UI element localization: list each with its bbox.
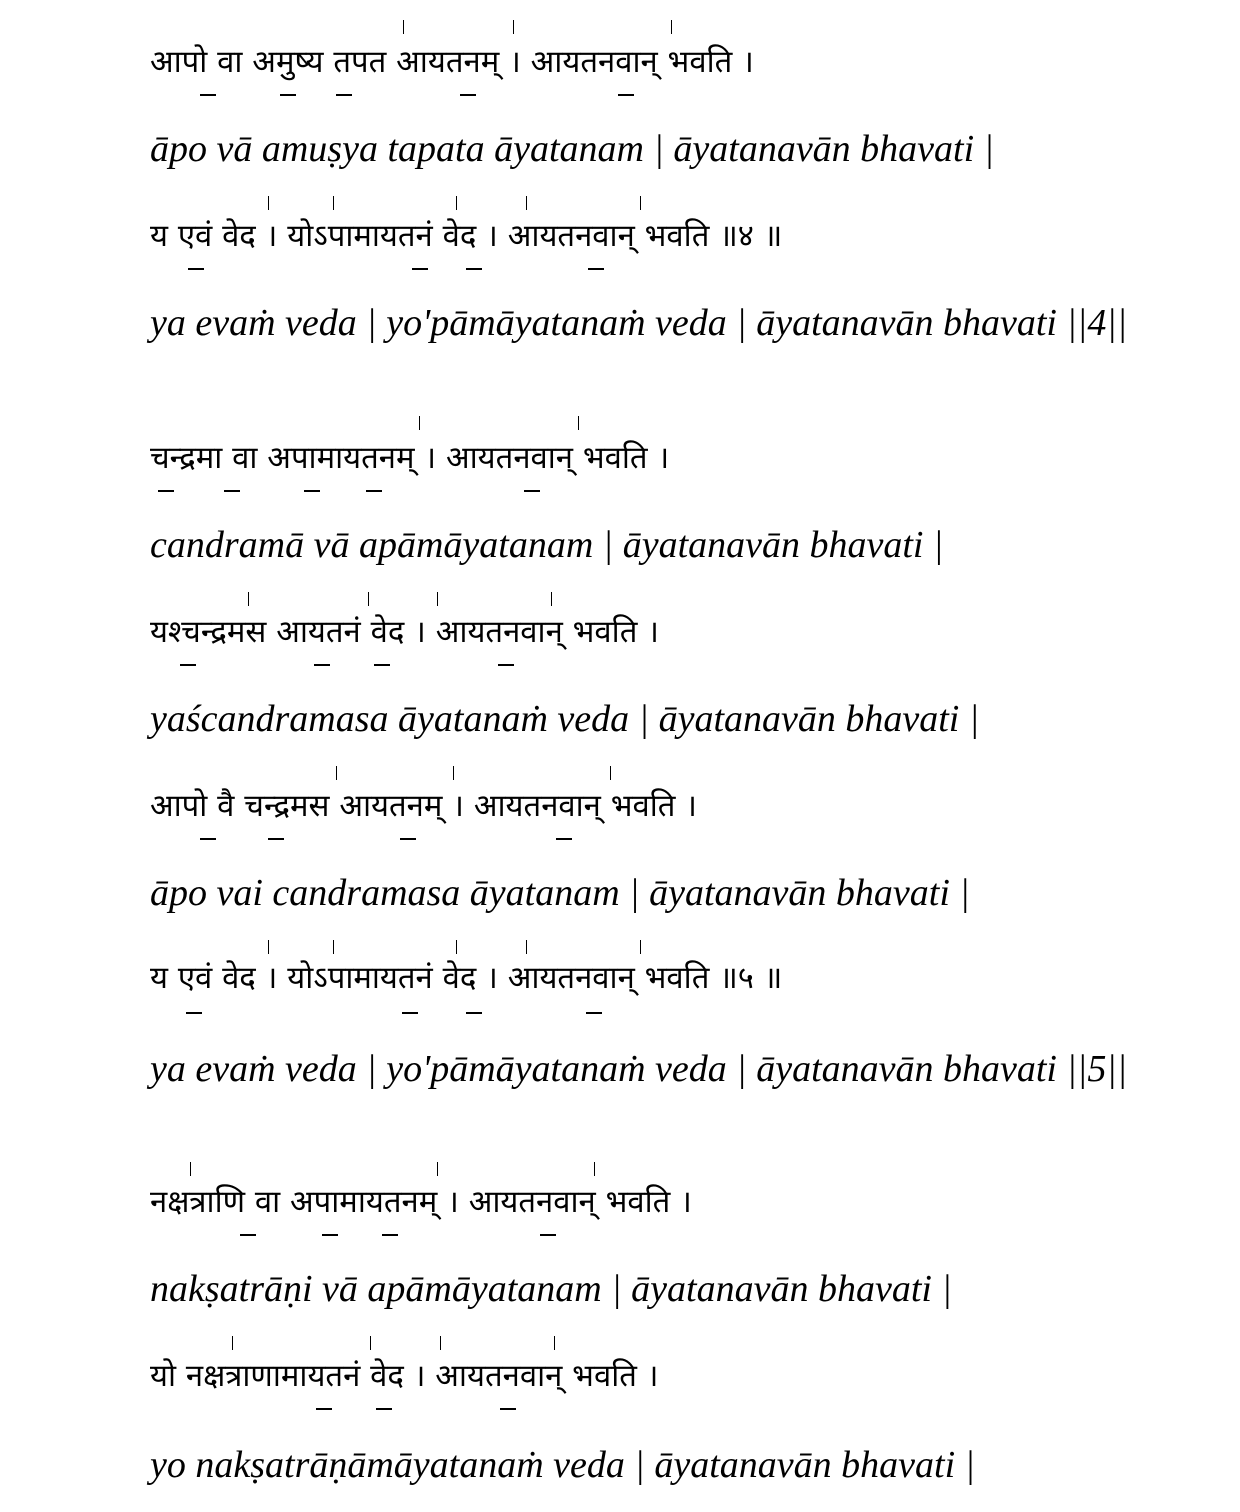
udatta-mark — [419, 416, 420, 430]
transliteration-line: nakṣatrāṇi vā apāmāyatanam | āyatanavān bhavati | — [150, 1268, 952, 1310]
anudatta-mark — [374, 664, 390, 666]
transliteration-line: āpo vai candramasa āyatanam | āyatanavān bhavati | — [150, 872, 970, 914]
udatta-mark — [554, 1336, 555, 1350]
anudatta-mark — [588, 268, 604, 270]
transliteration-line: candramā vā apāmāyatanam | āyatanavān bhavati | — [150, 524, 944, 566]
transliteration-line: ya evaṁ veda | yo'pāmāyatanaṁ veda | āyatanavān bhavati ||5|| — [150, 1048, 1128, 1090]
udatta-mark — [453, 766, 454, 780]
anudatta-mark — [498, 664, 514, 666]
anudatta-mark — [618, 94, 634, 96]
anudatta-mark — [376, 1408, 392, 1410]
anudatta-mark — [158, 490, 174, 492]
udatta-mark — [440, 1336, 441, 1350]
anudatta-mark — [180, 664, 196, 666]
anudatta-mark — [240, 1234, 256, 1236]
udatta-mark — [640, 196, 641, 210]
anudatta-mark — [412, 268, 428, 270]
udatta-mark — [403, 20, 404, 34]
devanagari-line: य एवं वेद । योऽपामायतनं वेद । आयतनवान् भवति ॥५ ॥ — [150, 960, 783, 996]
udatta-mark — [551, 592, 552, 606]
udatta-mark — [513, 20, 514, 34]
devanagari-line: यो नक्षत्राणामायतनं वेद । आयतनवान् भवति । — [150, 1358, 659, 1394]
anudatta-mark — [186, 1012, 202, 1014]
udatta-mark — [578, 416, 579, 430]
udatta-mark — [248, 592, 249, 606]
udatta-mark — [190, 1162, 191, 1176]
anudatta-mark — [556, 838, 572, 840]
devanagari-line: यश्चन्द्रमस आयतनं वेद । आयतनवान् भवति । — [150, 614, 659, 650]
anudatta-mark — [460, 94, 476, 96]
devanagari-line: नक्षत्राणि वा अपामायतनम् । आयतनवान् भवति । — [150, 1184, 692, 1220]
anudatta-mark — [366, 490, 382, 492]
anudatta-mark — [466, 268, 482, 270]
anudatta-mark — [466, 1012, 482, 1014]
udatta-mark — [526, 196, 527, 210]
anudatta-mark — [314, 664, 330, 666]
anudatta-mark — [200, 838, 216, 840]
anudatta-mark — [336, 94, 352, 96]
devanagari-line: आपो वै चन्द्रमस आयतनम् । आयतनवान् भवति । — [150, 788, 698, 824]
udatta-mark — [268, 940, 269, 954]
udatta-mark — [671, 20, 672, 34]
udatta-mark — [526, 940, 527, 954]
anudatta-mark — [304, 490, 320, 492]
anudatta-mark — [400, 838, 416, 840]
devanagari-line: आपो वा अमुष्य तपत आयतनम् । आयतनवान् भवति । — [150, 44, 754, 80]
devanagari-line: य एवं वेद । योऽपामायतनं वेद । आयतनवान् भवति ॥४ ॥ — [150, 218, 783, 254]
udatta-mark — [640, 940, 641, 954]
udatta-mark — [594, 1162, 595, 1176]
udatta-mark — [268, 196, 269, 210]
anudatta-mark — [188, 268, 204, 270]
anudatta-mark — [268, 838, 284, 840]
transliteration-line: ya evaṁ veda | yo'pāmāyatanaṁ veda | āyatanavān bhavati ||4|| — [150, 302, 1128, 344]
anudatta-mark — [200, 94, 216, 96]
udatta-mark — [333, 940, 334, 954]
udatta-mark — [370, 1336, 371, 1350]
udatta-mark — [610, 766, 611, 780]
anudatta-mark — [540, 1234, 556, 1236]
udatta-mark — [368, 592, 369, 606]
udatta-mark — [456, 940, 457, 954]
transliteration-line: yo nakṣatrāṇāmāyatanaṁ veda | āyatanavān bhavati | — [150, 1444, 976, 1486]
udatta-mark — [333, 196, 334, 210]
anudatta-mark — [500, 1408, 516, 1410]
transliteration-line: āpo vā amuṣya tapata āyatanam | āyatanavān bhavati | — [150, 128, 995, 170]
anudatta-mark — [586, 1012, 602, 1014]
udatta-mark — [437, 1162, 438, 1176]
udatta-mark — [336, 766, 337, 780]
anudatta-mark — [524, 490, 540, 492]
udatta-mark — [456, 196, 457, 210]
udatta-mark — [437, 592, 438, 606]
anudatta-mark — [322, 1234, 338, 1236]
anudatta-mark — [316, 1408, 332, 1410]
anudatta-mark — [382, 1234, 398, 1236]
transliteration-line: yaścandramasa āyatanaṁ veda | āyatanavān bhavati | — [150, 698, 980, 740]
devanagari-line: चन्द्रमा वा अपामायतनम् । आयतनवान् भवति । — [150, 440, 670, 476]
anudatta-mark — [224, 490, 240, 492]
anudatta-mark — [280, 94, 296, 96]
udatta-mark — [232, 1336, 233, 1350]
anudatta-mark — [402, 1012, 418, 1014]
